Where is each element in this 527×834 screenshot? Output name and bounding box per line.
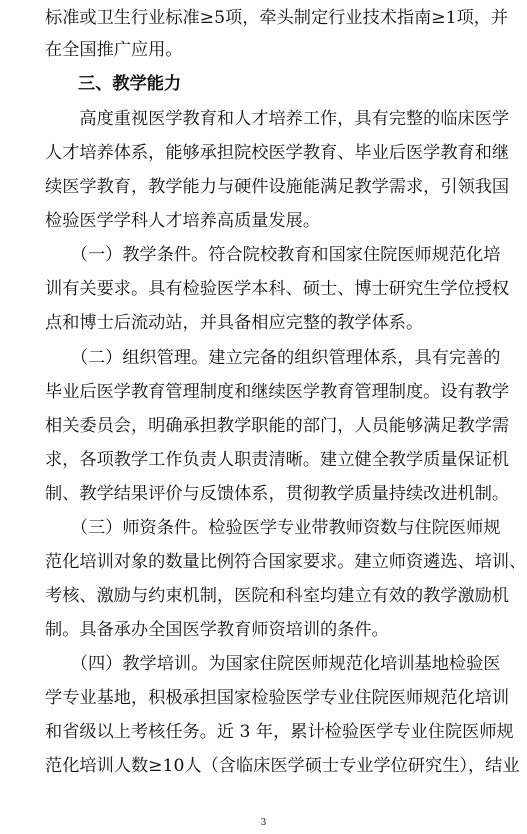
text-line: 训有关要求。具有检验医学本科、硕士、博士研究生学位授权 [45,279,510,299]
text-line: 求，各项教学工作负责人职责清晰。建立健全教学质量保证机 [45,450,510,470]
text-line: 人才培养体系，能够承担院校医学教育、毕业后医学教育和继 [45,143,510,163]
text-line: 标准或卫生行业标准≥5项，牵头制定行业技术指南≥1项，并 [45,8,509,28]
text-line: 续医学教育，教学能力与硬件设施能满足教学需求，引领我国 [45,177,510,197]
section-heading: 三、教学能力 [78,74,182,94]
text-line: 范化培训人数≥10人（含临床医学硕士专业学位研究生），结业 [45,756,520,776]
text-line: 制。具备承办全国医学教育师资培训的条件。 [45,620,389,640]
text-line: 和省级以上考核任务。近 3 年，累计检验医学专业住院医师规 [45,722,514,742]
text-line: （一）教学条件。符合院校教育和国家住院医师规范化培 [45,245,501,265]
text-line: 学专业基地，积极承担国家检验医学专业住院医师规范化培训 [45,688,510,708]
text-line: 范化培训对象的数量比例符合国家要求。建立师资遴选、培训、 [45,552,527,572]
text-line: 高度重视医学教育和人才培养工作，具有完整的临床医学 [45,109,510,129]
page-number: 3 [260,818,267,828]
text-line: （四）教学培训。为国家住院医师规范化培训基地检验医 [45,654,501,674]
text-line: 检验医学学科人才培养高质量发展。 [45,211,321,231]
text-line: （二）组织管理。建立完备的组织管理体系，具有完善的 [45,348,501,368]
text-line: 点和博士后流动站，并具备相应完整的教学体系。 [45,313,424,333]
text-line: 制、教学结果评价与反馈体系，贯彻教学质量持续改进机制。 [45,484,510,504]
text-line: 在全国推广应用。 [45,40,183,60]
text-line: 考核、激励与约束机制，医院和科室均建立有效的教学激励机 [45,586,510,606]
text-line: （三）师资条件。检验医学专业带教师资数与住院医师规 [45,518,501,538]
text-line: 毕业后医学教育管理制度和继续医学教育管理制度。设有教学 [45,382,510,402]
text-line: 相关委员会，明确承担教学职能的部门，人员能够满足教学需 [45,416,510,436]
